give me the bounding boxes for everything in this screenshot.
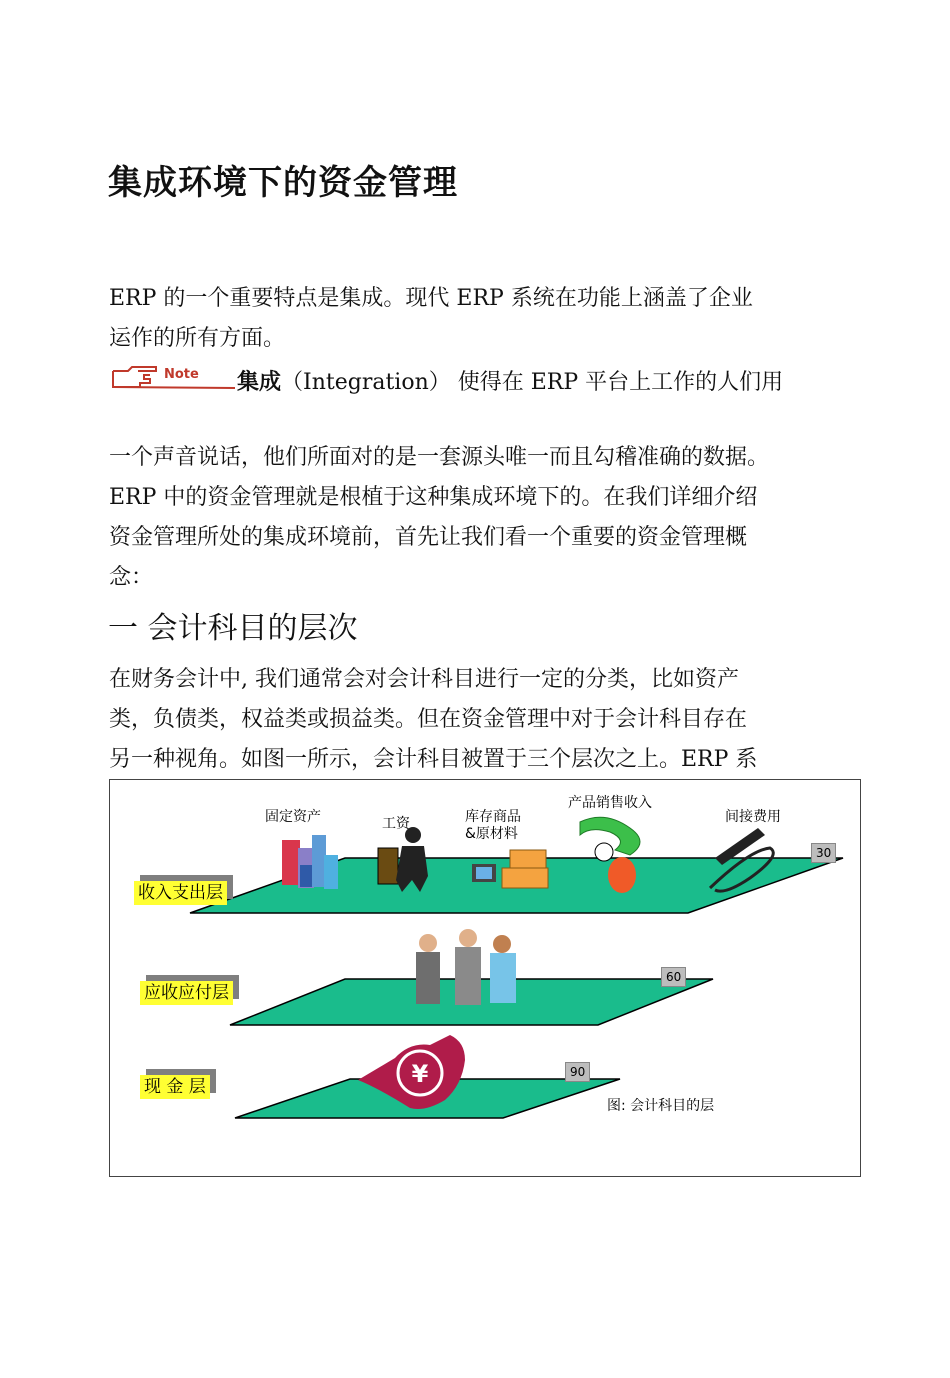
layer-tag-income-expense: 收入支出层 [134, 881, 227, 905]
para3-line-3: 另一种视角。如图一所示，会计科目被置于三个层次之上。ERP 系 [109, 747, 758, 772]
buildings-icon [282, 835, 338, 889]
intro-line-1: ERP 的一个重要特点是集成。现代 ERP 系统在功能上涵盖了企业 [109, 286, 753, 311]
handshake-icon [416, 929, 516, 1005]
para2-line-2: ERP 中的资金管理就是根植于这种集成环境下的。在我们详细介绍 [109, 485, 758, 510]
accounting-layers-figure [109, 779, 861, 1177]
label-inventory-2: &原材料 [465, 826, 518, 842]
label-wages: 工资 [382, 816, 410, 832]
label-overhead: 间接费用 [725, 809, 781, 825]
figure-caption: 图: 会计科目的层 [607, 1098, 715, 1114]
para3-line-1: 在财务会计中, 我们通常会对会计科目进行一定的分类，比如资产 [109, 667, 739, 692]
note-label: Note [164, 367, 199, 382]
para2-line-3: 资金管理所处的集成环境前，首先让我们看一个重要的资金管理概 [109, 525, 748, 550]
label-fixed-assets: 固定资产 [265, 809, 321, 825]
layer-number-30: 30 [811, 843, 836, 863]
layer-tag-receivable-payable: 应收应付层 [140, 981, 233, 1005]
layer-number-60: 60 [661, 967, 686, 987]
worker-icon [378, 827, 428, 892]
note-rest: （Integration） 使得在 ERP 平台上工作的人们用 [281, 370, 784, 395]
intro-line-2: 运作的所有方面。 [109, 326, 286, 351]
para2-line-1: 一个声音说话，他们所面对的是一套源头唯一而且勾稽准确的数据。 [109, 445, 770, 470]
layer-number-90: 90 [565, 1062, 590, 1082]
para2-line-4: 念： [109, 565, 154, 590]
section-heading: 一 会计科目的层次 [108, 611, 358, 646]
label-inventory-1: 库存商品 [465, 809, 521, 825]
note-keyword: 集成 [237, 370, 282, 395]
para3-line-2: 类，负债类，权益类或损益类。但在资金管理中对于会计科目存在 [109, 707, 748, 732]
svg-text:¥: ¥ [411, 1060, 429, 1088]
page-title: 集成环境下的资金管理 [108, 163, 458, 203]
layer-tag-cash: 现 金 层 [140, 1075, 210, 1099]
note-sentence [237, 363, 783, 403]
label-sales-revenue: 产品销售收入 [568, 795, 652, 811]
